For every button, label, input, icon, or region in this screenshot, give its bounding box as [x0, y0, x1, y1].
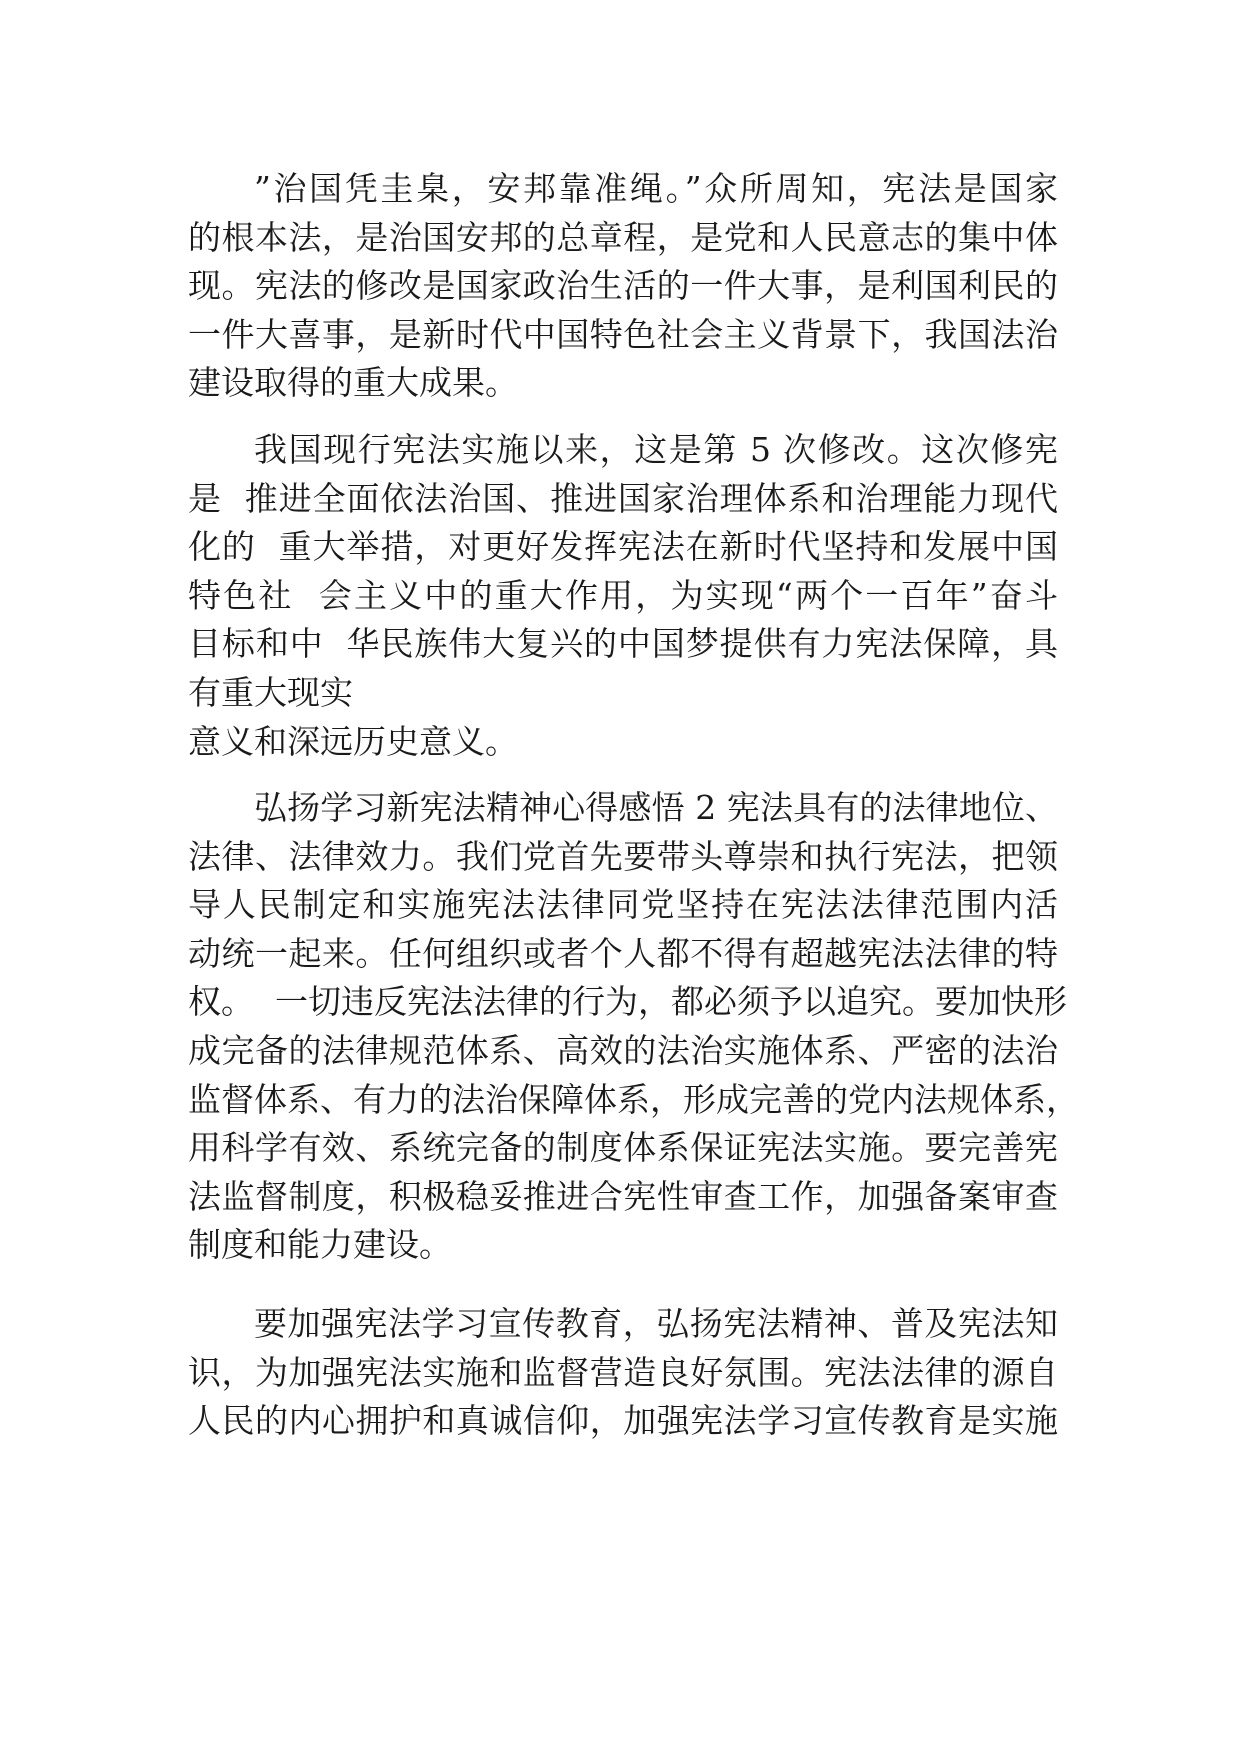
paragraph-line: 有重大现实	[188, 672, 353, 712]
paragraph-2	[188, 426, 1058, 766]
paragraph-line: 弘扬学习新宪法精神心得感悟 2 宪法具有的法律地位、	[254, 788, 1058, 827]
paragraph-line: 权。 一切违反宪法法律的行为，都必须予以追究。要加快形	[188, 982, 1067, 1022]
paragraph-line: 法监督制度，积极稳妥推进合宪性审查工作，加强备案审查	[188, 1176, 1058, 1216]
paragraph-line: 现。宪法的修改是国家政治生活的一件大事，是利国利民的	[188, 266, 1058, 306]
paragraph-line: 导人民制定和实施宪法法律同党坚持在宪法法律范围内活	[188, 885, 1058, 925]
paragraph-line: 人民的内心拥护和真诚信仰，加强宪法学习宣传教育是实施	[188, 1401, 1058, 1441]
paragraph-4	[188, 1300, 1058, 1446]
paragraph-line: 目标和中 华民族伟大复兴的中国梦提供有力宪法保障，具	[188, 624, 1058, 664]
paragraph-line: ”治国凭圭臬，安邦靠准绳。”众所周知，宪法是国家	[254, 169, 1058, 208]
paragraph-line: 制度和能力建设。	[188, 1225, 452, 1265]
paragraph-line: 动统一起来。任何组织或者个人都不得有超越宪法法律的特	[188, 933, 1058, 973]
paragraph-line: 法律、法律效力。我们党首先要带头尊崇和执行宪法，把领	[188, 836, 1058, 876]
paragraph-3	[188, 784, 1079, 1270]
paragraph-line: 的根本法，是治国安邦的总章程，是党和人民意志的集中体	[188, 217, 1058, 257]
paragraph-line: 监督体系、有力的法治保障体系，形成完善的党内法规体系，	[188, 1079, 1079, 1119]
paragraph-line: 意义和深远历史意义。	[188, 721, 518, 761]
paragraph-line: 要加强宪法学习宣传教育，弘扬宪法精神、普及宪法知	[254, 1304, 1058, 1343]
paragraph-line: 用科学有效、系统完备的制度体系保证宪法实施。要完善宪	[188, 1128, 1058, 1168]
paragraph-line: 我国现行宪法实施以来，这是第 5 次修改。这次修宪	[254, 430, 1058, 469]
paragraph-line: 建设取得的重大成果。	[188, 363, 518, 403]
paragraph-line: 是 推进全面依法治国、推进国家治理体系和治理能力现代	[188, 478, 1058, 518]
paragraph-line: 成完备的法律规范体系、高效的法治实施体系、严密的法治	[188, 1030, 1058, 1070]
paragraph-line: 识，为加强宪法实施和监督营造良好氛围。宪法法律的源自	[188, 1352, 1058, 1392]
paragraph-line: 化的 重大举措，对更好发挥宪法在新时代坚持和发展中国	[188, 527, 1058, 567]
paragraph-line: 一件大喜事，是新时代中国特色社会主义背景下，我国法治	[188, 314, 1058, 354]
paragraph-1	[188, 165, 1058, 408]
paragraph-line: 特色社 会主义中的重大作用，为实现“两个一百年”奋斗	[188, 575, 1058, 615]
